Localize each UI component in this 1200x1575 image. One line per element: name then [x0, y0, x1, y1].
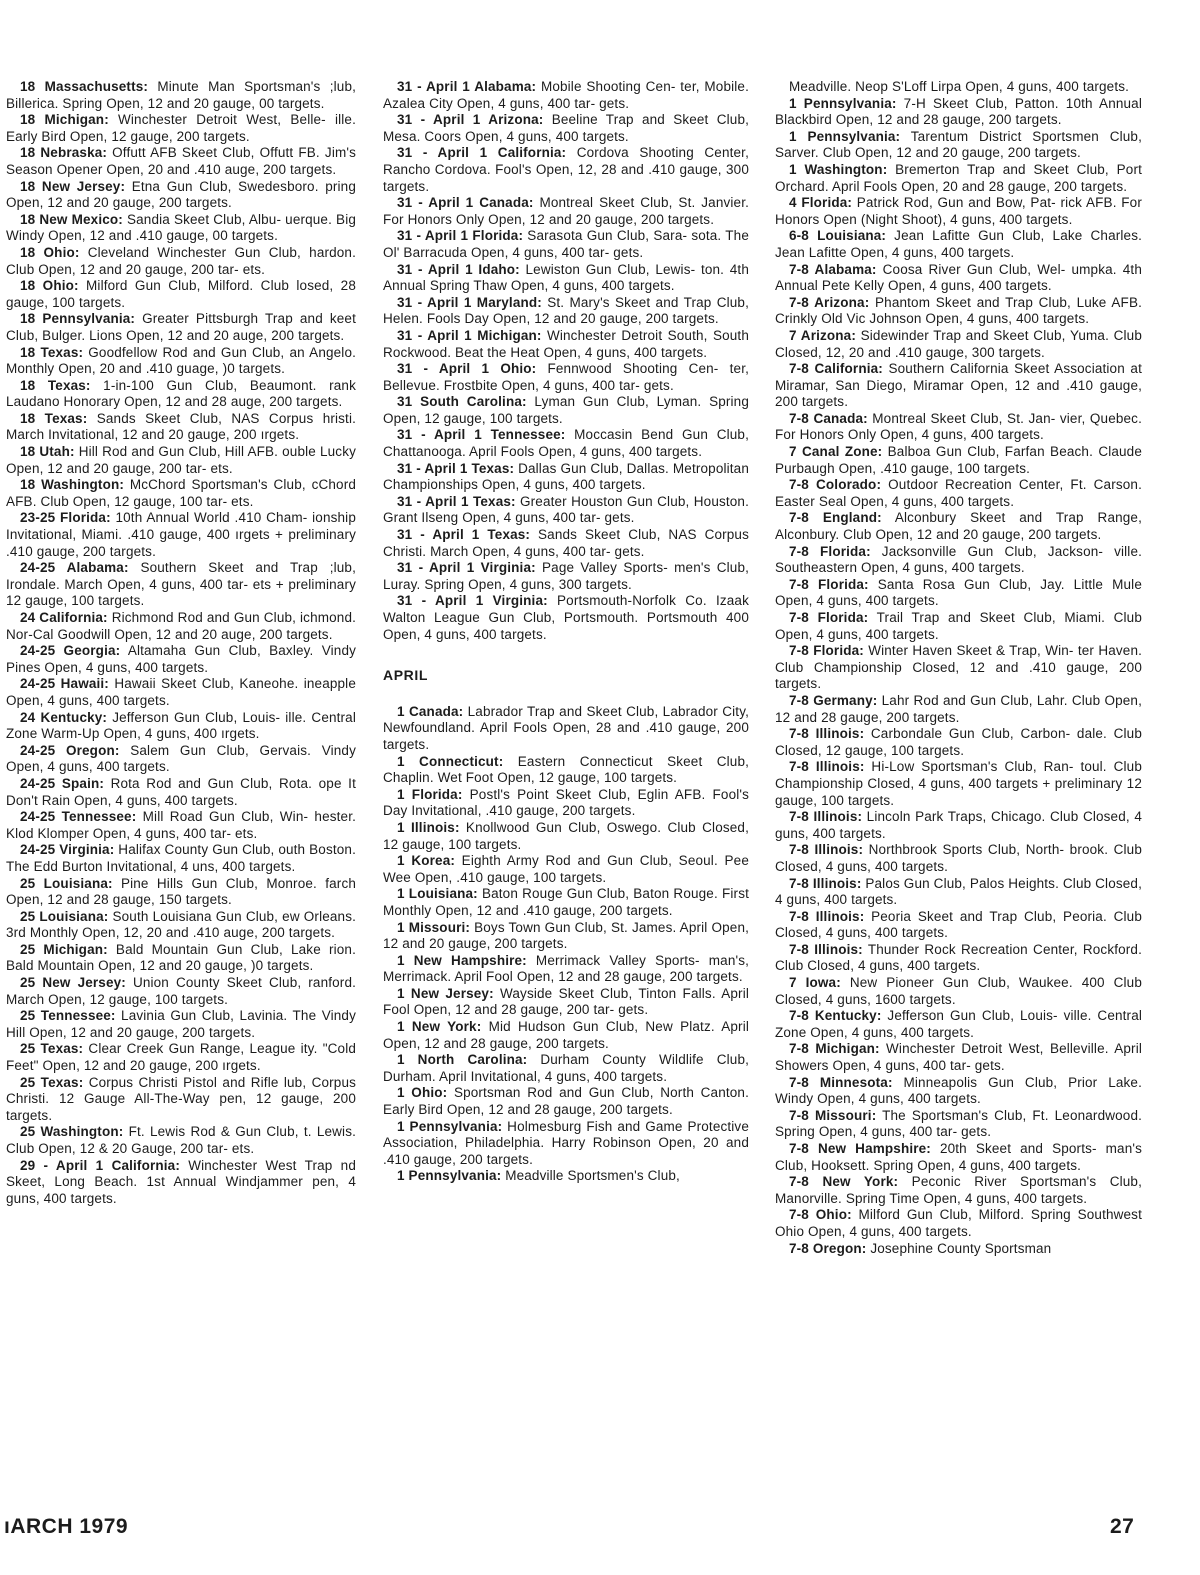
schedule-entry — [383, 787, 749, 820]
entry-date-state: 1 Pennsylvania: — [789, 128, 901, 144]
entry-date-state: 31 - April 1 Texas: — [397, 493, 516, 509]
schedule-entry — [6, 643, 356, 676]
entry-date-state: 7-8 Germany: — [789, 692, 878, 708]
issue-date: ıARCH 1979 — [4, 1515, 129, 1538]
schedule-entry — [775, 262, 1142, 295]
schedule-entry — [775, 510, 1142, 543]
entry-details: Postl's Point Skeet Club, Eglin AFB. Fool's Day Invitational, .410 gauge, 200 targets. — [383, 786, 749, 819]
schedule-entry — [383, 195, 749, 228]
entry-details: Lincoln Park Traps, Chicago. Club Closed, 4 guns, 400 targets. — [775, 809, 1142, 841]
schedule-entry — [6, 876, 356, 909]
entry-date-state: 1 Pennsylvania: — [397, 1118, 503, 1134]
schedule-entry — [775, 942, 1142, 975]
entry-date-state: 31 South Carolina: — [397, 394, 527, 410]
entry-date-state: 31 - April 1 Idaho: — [397, 261, 520, 277]
entry-details: Jean Lafitte Gun Club, Lake Charles. Jean Lafitte Open, 4 guns, 400 targets. — [775, 228, 1142, 260]
entry-date-state: 25 Washington: — [20, 1124, 124, 1140]
entry-date-state: 31 - April 1 California: — [397, 145, 567, 161]
schedule-entry — [775, 1108, 1142, 1141]
schedule-entry — [383, 1168, 749, 1185]
schedule-entry — [775, 1141, 1142, 1174]
entry-details: Carbondale Gun Club, Carbon- dale. Club Closed, 12 gauge, 100 targets. — [775, 726, 1142, 758]
schedule-entry — [383, 560, 749, 593]
schedule-entry — [383, 986, 749, 1019]
schedule-entry — [383, 145, 749, 195]
schedule-entry — [383, 1019, 749, 1052]
entry-date-state: 7-8 England: — [789, 510, 882, 526]
schedule-entry — [383, 920, 749, 953]
entry-details: Peoria Skeet and Trap Club, Peoria. Club Closed, 4 guns, 400 targets. — [775, 908, 1142, 941]
entry-date-state: 23-25 Florida: — [20, 510, 111, 526]
entry-date-state: 29 - April 1 California: — [20, 1157, 180, 1173]
entry-date-state: 18 Texas: — [20, 344, 84, 360]
schedule-entry — [775, 129, 1142, 162]
entry-date-state: 25 New Jersey: — [20, 975, 126, 991]
entry-details: Jefferson Gun Club, Louis- ville. Central Zone Open, 4 guns, 400 targets. — [775, 1008, 1142, 1040]
schedule-entry — [775, 477, 1142, 510]
schedule-entry — [383, 79, 749, 112]
entry-details: Southern California Skeet Association at Miramar, San Diego, Miramar Open, 12 and .410 gauge, 200 targets. — [775, 361, 1142, 410]
entry-date-state: 7-8 Colorado: — [789, 477, 882, 493]
entry-date-state: 31 - April 1 Virginia: — [397, 593, 548, 609]
schedule-entry — [6, 179, 356, 212]
schedule-entry — [383, 262, 749, 295]
schedule-entry — [6, 79, 356, 112]
entry-details: Offutt AFB Skeet Club, Offutt FB. Jim's Season Opener Open, 20 and .410 auge, 200 targets. — [6, 145, 356, 177]
schedule-entry — [775, 361, 1142, 411]
entry-date-state: 24-25 Georgia: — [20, 643, 121, 659]
schedule-entry — [383, 394, 749, 427]
schedule-entry — [6, 510, 356, 560]
entry-date-state: 18 Texas: — [20, 377, 91, 393]
schedule-entry — [6, 942, 356, 975]
schedule-entry — [6, 112, 356, 145]
schedule-entry — [6, 212, 356, 245]
entry-details: Greater Houston Gun Club, Houston. Grant Ilseng Open, 4 guns, 400 tar- gets. — [383, 493, 749, 526]
entry-date-state: 18 Ohio: — [20, 278, 79, 294]
entry-date-state: 18 New Jersey: — [20, 178, 126, 194]
schedule-entry — [6, 378, 356, 411]
entry-date-state: 1 Pennsylvania: — [789, 95, 897, 111]
schedule-entry — [775, 1174, 1142, 1207]
entry-details: Milford Gun Club, Milford. Club losed, 28 gauge, 100 targets. — [6, 278, 356, 310]
entry-date-state: 7 Arizona: — [789, 327, 856, 343]
entry-date-state: 1 Connecticut: — [397, 753, 504, 769]
entry-details: Palos Gun Club, Palos Heights. Club Closed, 4 guns, 400 targets. — [775, 875, 1142, 908]
entry-details: Sandia Skeet Club, Albu- uerque. Big Windy Open, 12 and .410 gauge, 00 targets. — [6, 211, 357, 244]
entry-details: Southern Skeet and Trap ;lub, Irondale. March Open, 4 guns, 400 tar- ets + preliminary 12 gauge, 100 targets. — [6, 560, 356, 609]
entry-details: Etna Gun Club, Swedesboro. pring Open, 12 and 20 gauge, 200 targets. — [6, 178, 356, 211]
entry-details: Eastern Connecticut Skeet Club, Chaplin. Wet Foot Open, 12 gauge, 100 targets. — [383, 753, 750, 786]
schedule-entry — [6, 560, 356, 610]
entry-date-state: 1 Florida: — [397, 786, 463, 802]
entry-details: Jefferson Gun Club, Louis- ille. Central Zone Warm-Up Open, 4 guns, 400 ırgets. — [6, 709, 356, 742]
schedule-entry — [775, 975, 1142, 1008]
schedule-entry — [775, 693, 1142, 726]
entry-date-state: 7-8 Illinois: — [789, 809, 863, 825]
entry-date-state: 24 Kentucky: — [20, 709, 108, 725]
entry-details: Holmesburg Fish and Game Protective Association, Philadelphia. Harry Robinson Open, 20 and .410 gauge, 200 targets. — [383, 1118, 749, 1167]
entry-details: Winchester Detroit West, Belleville. April Showers Open, 4 guns, 400 tar- gets. — [775, 1041, 1142, 1074]
entry-date-state: 7-8 Ohio: — [789, 1207, 852, 1223]
entry-date-state: 7-8 New Hampshire: — [789, 1141, 931, 1156]
entry-details: Sarasota Gun Club, Sara- sota. The Ol' Barracuda Open, 4 guns, 400 tar- gets. — [383, 228, 749, 260]
schedule-entry — [6, 776, 356, 809]
schedule-entry — [6, 145, 356, 178]
schedule-entry — [383, 328, 749, 361]
entry-details: McChord Sportsman's Club, cChord AFB. Club Open, 12 gauge, 100 tar- ets. — [6, 477, 356, 509]
schedule-entry — [383, 494, 749, 527]
schedule-entry — [6, 245, 356, 278]
entry-date-state: 31 - April 1 Maryland: — [397, 294, 542, 310]
entry-details: Wayside Skeet Club, Tinton Falls. April Fool Open, 12 and 28 gauge, 200 tar- gets. — [383, 985, 749, 1018]
section-heading: APRIL — [383, 667, 428, 684]
entry-details: Bremerton Trap and Skeet Club, Port Orchard. April Fools Open, 20 and 28 gauge, 200 targets. — [775, 161, 1142, 194]
schedule-entry — [383, 886, 749, 919]
entry-details: Hawaii Skeet Club, Kaneohe. ineapple Open, 4 guns, 400 targets. — [6, 676, 356, 708]
entry-details: Patrick Rod, Gun and Bow, Pat- rick AFB. For Honors Open (Night Shoot), 4 guns, 400 targets. — [775, 195, 1142, 227]
entry-details: Dallas Gun Club, Dallas. Metropolitan Championships Open, 4 guns, 400 targets. — [383, 460, 749, 493]
schedule-entry — [383, 527, 749, 560]
schedule-entry — [383, 953, 749, 986]
entry-details: Halifax County Gun Club, outh Boston. The Edd Burton Invitational, 4 uns, 400 targets. — [6, 842, 356, 874]
entry-date-state: 31 - April 1 Florida: — [397, 228, 524, 244]
entry-date-state: 7-8 Illinois: — [789, 941, 863, 957]
entry-details: Lahr Rod and Gun Club, Lahr. Club Open, 12 and 28 gauge, 200 targets. — [775, 692, 1142, 725]
entry-details: Montreal Skeet Club, St. Jan- vier, Quebec. For Honors Only Open, 4 guns, 400 targets. — [775, 410, 1142, 443]
entry-date-state: 25 Texas: — [20, 1074, 84, 1090]
entry-date-state: 7-8 Illinois: — [789, 726, 865, 742]
entry-details: Santa Rosa Gun Club, Jay. Little Mule Open, 4 guns, 400 targets. — [775, 576, 1142, 609]
schedule-entry — [6, 477, 356, 510]
schedule-entry — [383, 754, 749, 787]
entry-date-state: 24-25 Tennessee: — [20, 809, 137, 825]
entry-details: Winter Haven Skeet & Trap, Win- ter Haven. Club Championship Closed, 12 and .410 gauge, 200 targets. — [775, 643, 1142, 692]
entry-details: The Sportsman's Club, Ft. Leonardwood. Spring Open, 4 guns, 400 tar- gets. — [775, 1107, 1143, 1140]
entry-details: New Pioneer Gun Club, Waukee. 400 Club Closed, 4 guns, 1600 targets. — [775, 975, 1142, 1007]
schedule-entry — [775, 876, 1142, 909]
entry-details: Milford Gun Club, Milford. Spring Southwest Ohio Open, 4 guns, 400 targets. — [775, 1207, 1142, 1239]
schedule-entry — [6, 444, 356, 477]
entry-details: Knollwood Gun Club, Oswego. Club Closed, 12 gauge, 100 targets. — [383, 819, 749, 852]
schedule-entry — [775, 544, 1142, 577]
entry-details: Minneapolis Gun Club, Prior Lake. Windy Open, 4 guns, 400 targets. — [775, 1074, 1142, 1107]
entry-details: 1-in-100 Gun Club, Beaumont. rank Laudano Honorary Open, 12 and 28 auge, 200 targets. — [6, 377, 356, 410]
entry-details: Eighth Army Rod and Gun Club, Seoul. Pee Wee Open, .410 gauge, 100 targets. — [383, 853, 749, 885]
entry-details: Lewiston Gun Club, Lewis- ton. 4th Annual Spring Thaw Open, 4 guns, 400 targets. — [383, 261, 749, 294]
schedule-entry — [6, 1158, 356, 1208]
entry-date-state: 18 Utah: — [20, 444, 75, 460]
schedule-entry — [6, 743, 356, 776]
entry-details: Outdoor Recreation Center, Ft. Carson. Easter Seal Open, 4 guns, 400 targets. — [775, 477, 1142, 509]
entry-details: Alconbury Skeet and Trap Range, Alconbury. Club Open, 12 and 20 gauge, 200 targets. — [775, 510, 1142, 543]
schedule-entry — [383, 593, 749, 643]
entry-date-state: 24-25 Hawaii: — [20, 676, 109, 692]
entry-details: Corpus Christi Pistol and Rifle lub, Corpus Christi. 12 Gauge All-The-Way pen, 12 gauge, 200 targets. — [6, 1074, 356, 1123]
schedule-entry — [383, 1119, 749, 1169]
entry-date-state: 24-25 Oregon: — [20, 742, 120, 758]
entry-date-state: 4 Florida: — [789, 195, 853, 211]
schedule-entry — [383, 228, 749, 261]
schedule-entry — [383, 1052, 749, 1085]
entry-date-state: 7-8 Canada: — [789, 410, 868, 426]
entry-date-state: 1 New York: — [397, 1019, 482, 1035]
entry-details: Thunder Rock Recreation Center, Rockford. Club Closed, 4 guns, 400 targets. — [775, 941, 1142, 974]
entry-date-state: 31 - April 1 Arizona: — [397, 112, 544, 128]
entry-details: St. Mary's Skeet and Trap Club, Helen. Fools Day Open, 12 and 20 gauge, 200 targets. — [383, 294, 749, 327]
schedule-entry — [775, 444, 1142, 477]
entry-date-state: 31 - April 1 Texas: — [397, 460, 515, 476]
entry-details: Moccasin Bend Gun Club, Chattanooga. April Fools Open, 4 guns, 400 targets. — [383, 427, 749, 460]
entry-date-state: 7-8 Oregon: — [789, 1240, 867, 1256]
entry-date-state: 7-8 New York: — [789, 1174, 899, 1190]
entry-date-state: 25 Texas: — [20, 1041, 84, 1057]
entry-details: 7-H Skeet Club, Patton. 10th Annual Blackbird Open, 12 and 28 gauge, 200 targets. — [775, 95, 1142, 128]
entry-details: Page Valley Sports- men's Club, Luray. Spring Open, 4 guns, 300 targets. — [383, 560, 750, 592]
entry-details: Winchester Detroit West, Belle- ille. Early Bird Open, 12 gauge, 200 targets. — [6, 112, 356, 144]
schedule-entry — [6, 311, 356, 344]
schedule-entry — [383, 295, 749, 328]
schedule-entry — [775, 842, 1142, 875]
entry-date-state: 1 Ohio: — [397, 1085, 448, 1101]
entry-date-state: 7 Canal Zone: — [789, 444, 883, 460]
entry-details: Meadville Sportsmen's Club, — [501, 1168, 680, 1184]
entry-details: Mid Hudson Gun Club, New Platz. April Open, 12 and 28 gauge, 200 targets. — [383, 1019, 749, 1051]
entry-details: Mill Road Gun Club, Win- hester. Klod Klomper Open, 4 guns, 400 tar- ets. — [6, 809, 356, 841]
entry-date-state: 1 Washington: — [789, 161, 888, 177]
entry-date-state: 7-8 Florida: — [789, 576, 869, 592]
entry-details: Sands Skeet Club, NAS Corpus hristi. March Invitational, 12 and 20 gauge, 200 ırgets. — [6, 410, 357, 443]
entry-date-state: 7-8 Michigan: — [789, 1041, 880, 1057]
schedule-entry — [775, 643, 1142, 693]
entry-details: Jacksonville Gun Club, Jackson- ville. Southeastern Open, 4 guns, 400 targets. — [775, 543, 1142, 576]
schedule-entry — [6, 1041, 356, 1074]
schedule-entry — [6, 610, 356, 643]
entry-details: 10th Annual World .410 Cham- ionship Invitational, Miami. .410 gauge, 400 ırgets + preliminary .410 gauge, 200 targets. — [6, 510, 356, 559]
entry-date-state: 7-8 Illinois: — [789, 908, 865, 924]
entry-details: Josephine County Sportsman — [866, 1240, 1052, 1256]
entry-date-state: 31 - April 1 Virginia: — [397, 560, 536, 576]
schedule-entry — [6, 676, 356, 709]
entry-date-state: 1 Missouri: — [397, 919, 471, 935]
entry-date-state: 31 - April 1 Michigan: — [397, 327, 542, 343]
schedule-entry — [6, 842, 356, 875]
entry-details: Lavinia Gun Club, Lavinia. The Vindy Hill Open, 12 and 20 gauge, 200 targets. — [6, 1008, 356, 1040]
entry-date-state: 7-8 Missouri: — [789, 1107, 877, 1123]
entry-details: Pine Hills Gun Club, Monroe. farch Open, 12 and 28 gauge, 150 targets. — [6, 875, 357, 908]
entry-date-state: 31 - April 1 Alabama: — [397, 79, 537, 94]
entry-date-state: 7-8 Alabama: — [789, 261, 877, 277]
entry-details: Sands Skeet Club, NAS Corpus Christi. March Open, 4 guns, 400 tar- gets. — [383, 527, 749, 559]
schedule-entry — [775, 295, 1142, 328]
schedule-entry — [775, 759, 1142, 809]
schedule-entry — [775, 577, 1142, 610]
entry-details: Winchester Detroit South, South Rockwood. Beat the Heat Open, 4 guns, 400 targets. — [383, 327, 749, 360]
entry-details: Labrador Trap and Skeet Club, Labrador City, Newfoundland. April Fools Open, 28 and .410 gauge, 200 targets. — [383, 703, 750, 752]
entry-details: Peconic River Sportsman's Club, Manorville. Spring Time Open, 4 guns, 400 targets. — [775, 1174, 1142, 1206]
entry-details: Phantom Skeet and Trap Club, Luke AFB. Crinkly Old Vic Johnson Open, 4 guns, 400 targets. — [775, 294, 1143, 327]
entry-date-state: 7 Iowa: — [789, 975, 841, 991]
schedule-entry — [383, 853, 749, 886]
entry-date-state: 1 New Hampshire: — [397, 952, 527, 968]
entry-details: Baton Rouge Gun Club, Baton Rouge. First Monthly Open, 12 and .410 gauge, 200 targets. — [383, 886, 749, 918]
entry-date-state: 7-8 Illinois: — [789, 875, 862, 891]
entry-date-state: 18 New Mexico: — [20, 211, 123, 227]
entry-date-state: 24-25 Alabama: — [20, 560, 129, 576]
page-number: 27 — [1110, 1515, 1135, 1538]
entry-date-state: 31 - April 1 Tennessee: — [397, 427, 566, 443]
entry-date-state: 7-8 Florida: — [789, 643, 864, 659]
entry-details: Portsmouth-Norfolk Co. Izaak Walton League Gun Club, Portsmouth. Portsmouth 400 Open, 4 guns, 400 targets. — [383, 593, 749, 642]
schedule-entry — [6, 345, 356, 378]
entry-date-state: 18 Texas: — [20, 410, 88, 426]
entry-date-state: 24-25 Virginia: — [20, 842, 115, 858]
schedule-entry — [775, 328, 1142, 361]
entry-date-state: 1 North Carolina: — [397, 1052, 528, 1068]
entry-details: Altamaha Gun Club, Baxley. Vindy Pines Open, 4 guns, 400 targets. — [6, 643, 356, 675]
entry-date-state: 7-8 Florida: — [789, 610, 869, 625]
schedule-entry — [383, 704, 749, 754]
entry-details: Tarentum District Sportsmen Club, Sarver. Club Open, 12 and 20 gauge, 200 targets. — [775, 128, 1142, 161]
entry-date-state: 7-8 Kentucky: — [789, 1008, 882, 1024]
entry-details: Greater Pittsburgh Trap and keet Club, Bulger. Lions Open, 12 and 20 auge, 200 targets. — [6, 311, 356, 343]
schedule-entry — [775, 809, 1142, 842]
entry-details: Union County Skeet Club, ranford. March Open, 12 gauge, 100 targets. — [6, 975, 356, 1007]
schedule-entry — [775, 79, 1142, 96]
entry-date-state: 7-8 Florida: — [789, 543, 871, 559]
entry-date-state: 1 Louisiana: — [397, 886, 478, 902]
entry-date-state: 1 Illinois: — [397, 819, 460, 835]
entry-details: Durham County Wildlife Club, Durham. April Invitational, 4 guns, 400 targets. — [383, 1052, 750, 1084]
entry-date-state: 18 Massachusetts: — [20, 79, 149, 94]
entry-details: Meadville. Neop S'Loff Lirpa Open, 4 guns, 400 targets. — [789, 79, 1130, 94]
entry-details: Richmond Rod and Gun Club, ichmond. Nor-Cal Goodwill Open, 12 and 20 auge, 200 targets. — [6, 610, 357, 642]
schedule-entry — [383, 1085, 749, 1118]
schedule-entry — [6, 278, 356, 311]
entry-date-state: 7-8 Illinois: — [789, 759, 865, 775]
schedule-entry — [775, 228, 1142, 261]
entry-details: Lyman Gun Club, Lyman. Spring Open, 12 gauge, 100 targets. — [383, 394, 749, 426]
entry-details: Salem Gun Club, Gervais. Vindy Open, 4 guns, 400 targets. — [6, 742, 356, 775]
entry-details: Minute Man Sportsman's ;lub, Billerica. Spring Open, 12 and 20 gauge, 00 targets. — [6, 79, 357, 111]
entry-details: 20th Skeet and Sports- man's Club, Hooksett. Spring Open, 4 guns, 400 targets. — [775, 1141, 1142, 1173]
schedule-entry — [383, 427, 749, 460]
entry-date-state: 25 Tennessee: — [20, 1008, 116, 1024]
entry-details: Cleveland Winchester Gun Club, hardon. Club Open, 12 and 20 gauge, 200 tar- ets. — [6, 244, 356, 277]
entry-date-state: 18 Pennsylvania: — [20, 311, 136, 327]
entry-details: Fennwood Shooting Cen- ter, Bellevue. Frostbite Open, 4 guns, 400 tar- gets. — [383, 361, 749, 393]
schedule-entry — [6, 809, 356, 842]
schedule-entry — [775, 195, 1142, 228]
entry-date-state: 31 - April 1 Ohio: — [397, 361, 537, 377]
entry-date-state: 25 Michigan: — [20, 941, 108, 957]
entry-details: Ft. Lewis Rod & Gun Club, t. Lewis. Club Open, 12 & 20 Gauge, 200 tar- ets. — [6, 1124, 356, 1156]
entry-details: Goodfellow Rod and Gun Club, an Angelo. Monthly Open, 20 and .410 guage, )0 targets. — [6, 344, 356, 377]
entry-details: Merrimack Valley Sports- man's, Merrimack. April Fool Open, 12 and 28 gauge, 200 targets. — [383, 952, 750, 985]
entry-details: Beeline Trap and Skeet Club, Mesa. Coors Open, 4 guns, 400 targets. — [383, 112, 750, 144]
schedule-entry — [6, 975, 356, 1008]
entry-details: Northbrook Sports Club, North- brook. Club Closed, 4 guns, 400 targets. — [775, 842, 1143, 874]
entry-details: Mobile Shooting Cen- ter, Mobile. Azalea City Open, 4 guns, 400 tar- gets. — [383, 79, 749, 111]
schedule-entry — [775, 610, 1142, 643]
schedule-entry — [6, 710, 356, 743]
schedule-entry — [775, 1075, 1142, 1108]
entry-details: Boys Town Gun Club, St. James. April Open, 12 and 20 gauge, 200 targets. — [383, 919, 750, 952]
entry-date-state: 1 Canada: — [397, 703, 464, 719]
entry-date-state: 1 Korea: — [397, 853, 455, 869]
entry-date-state: 7-8 Illinois: — [789, 842, 864, 858]
entry-details: Winchester West Trap nd Skeet, Long Beach. 1st Annual Windjammer pen, 4 guns, 400 targets. — [6, 1157, 356, 1206]
entry-date-state: 18 Ohio: — [20, 244, 80, 260]
schedule-entry — [6, 1008, 356, 1041]
entry-details: Clear Creek Gun Range, League ity. "Cold Feet" Open, 12 and 20 gauge, 200 ırgets. — [6, 1041, 356, 1074]
entry-date-state: 25 Louisiana: — [20, 908, 109, 924]
entry-details: Rota Rod and Gun Club, Rota. ope It Don't Rain Open, 4 guns, 400 targets. — [6, 775, 356, 808]
schedule-entry — [775, 96, 1142, 129]
entry-date-state: 1 Pennsylvania: — [397, 1168, 502, 1184]
schedule-entry — [775, 909, 1142, 942]
entry-details: Sportsman Rod and Gun Club, North Canton. Early Bird Open, 12 and 28 gauge, 200 targets. — [383, 1085, 749, 1118]
schedule-entry — [383, 112, 749, 145]
schedule-entry — [775, 411, 1142, 444]
schedule-entry — [383, 361, 749, 394]
schedule-entry — [6, 1124, 356, 1157]
entry-date-state: 7-8 Minnesota: — [789, 1074, 893, 1090]
schedule-entry — [775, 726, 1142, 759]
entry-details: Bald Mountain Gun Club, Lake rion. Bald Mountain Open, 12 and 20 gauge, )0 targets. — [6, 941, 356, 974]
column-3 — [775, 79, 1142, 1257]
entry-details: Hill Rod and Gun Club, Hill AFB. ouble Lucky Open, 12 and 20 gauge, 200 tar- ets. — [6, 444, 356, 476]
entry-date-state: 7-8 California: — [789, 361, 883, 377]
entry-date-state: 24-25 Spain: — [20, 775, 105, 791]
schedule-entry — [775, 1207, 1142, 1240]
entry-details: Coosa River Gun Club, Wel- umpka. 4th Annual Pete Kelly Open, 4 guns, 400 targets. — [775, 261, 1142, 294]
entry-details: Trail Trap and Skeet Club, Miami. Club Open, 4 guns, 400 targets. — [775, 610, 1142, 642]
schedule-entry — [383, 461, 749, 494]
entry-date-state: 24 California: — [20, 610, 108, 625]
schedule-entry — [383, 820, 749, 853]
schedule-entry — [775, 1041, 1142, 1074]
entry-details: South Louisiana Gun Club, ew Orleans. 3rd Monthly Open, 12, 20 and .410 auge, 200 targets. — [6, 908, 357, 941]
entry-date-state: 18 Michigan: — [20, 112, 109, 128]
entry-date-state: 25 Louisiana: — [20, 875, 113, 891]
column-2 — [383, 79, 749, 1185]
entry-date-state: 18 Washington: — [20, 477, 125, 493]
entry-details: Hi-Low Sportsman's Club, Ran- toul. Club Championship Closed, 4 guns, 400 targets + preliminary 12 gauge, 100 targets. — [775, 759, 1143, 808]
schedule-entry — [775, 162, 1142, 195]
entry-details: Sidewinder Trap and Skeet Club, Yuma. Club Closed, 12, 20 and .410 gauge, 300 targets. — [775, 327, 1142, 360]
schedule-entry — [775, 1241, 1142, 1258]
schedule-entry — [6, 1075, 356, 1125]
entry-date-state: 6-8 Louisiana: — [789, 228, 887, 244]
entry-date-state: 18 Nebraska: — [20, 145, 108, 161]
entry-date-state: 1 New Jersey: — [397, 985, 494, 1001]
schedule-entry — [6, 909, 356, 942]
entry-details: Cordova Shooting Center, Rancho Cordova. Fool's Open, 12, 28 and .410 gauge, 300 targets. — [383, 145, 749, 194]
entry-details: Montreal Skeet Club, St. Janvier. For Honors Only Open, 12 and 20 gauge, 200 targets. — [383, 195, 749, 227]
entry-date-state: 31 - April 1 Canada: — [397, 195, 534, 211]
schedule-entry — [6, 411, 356, 444]
entry-date-state: 31 - April 1 Texas: — [397, 527, 531, 543]
entry-date-state: 7-8 Arizona: — [789, 294, 870, 310]
schedule-entry — [775, 1008, 1142, 1041]
entry-details: Balboa Gun Club, Farfan Beach. Claude Purbaugh Open, .410 gauge, 100 targets. — [775, 444, 1142, 476]
column-1 — [6, 79, 356, 1207]
